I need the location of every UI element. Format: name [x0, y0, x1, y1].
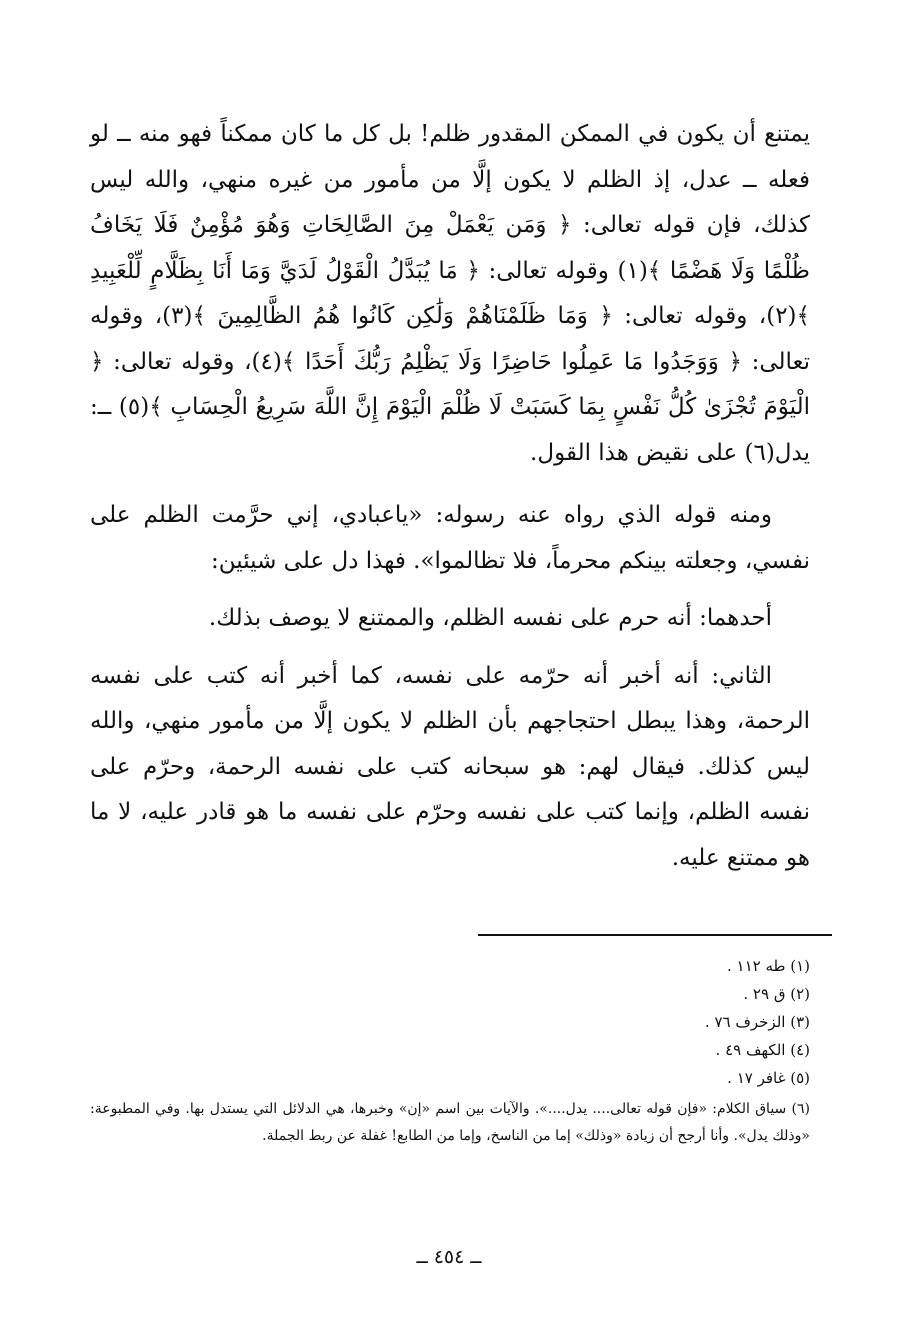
paragraph-2-text: ومنه قوله الذي رواه عنه رسوله: «ياعبادي، إني حرَّمت الظلم على نفسي، وجعلته بينكم محرماً، فلا تظالموا». فهذا دل على شيئين:: [90, 502, 810, 574]
main-text: [90, 112, 810, 881]
page-number: ــ ٤٥٤ ــ: [416, 1246, 482, 1268]
paragraph-4-text: الثاني: أنه أخبر أنه حرّمه على نفسه، كما أخبر أنه كتب على نفسه الرحمة، وهذا يبطل احتجاجهم بأن الظلم لا يكون إلَّا من مأمور منهي، والله ليس كذلك. فيقال لهم: هو سبحانه كتب على نفسه الرحمة، وحرّم على نفسه الظلم، وإنما كتب على نفسه وحرّم على نفسه ما هو قادر عليه، لا ما هو ممتنع عليه.: [90, 662, 810, 871]
paragraph-4: [90, 654, 810, 882]
footnote-4: (٤) الكهف ٤٩ .: [715, 1041, 810, 1059]
footnote-5: (٥) غافر ١٧ .: [727, 1069, 810, 1087]
footnote-2: (٢) ق ٢٩ .: [743, 985, 810, 1003]
footnote-divider: [478, 934, 832, 936]
footnotes: [90, 952, 810, 1150]
footnote-3: (٣) الزخرف ٧٦ .: [704, 1013, 810, 1031]
paragraph-3-text: أحدهما: أنه حرم على نفسه الظلم، والممتنع لا يوصف بذلك.: [208, 605, 772, 631]
paragraph-3: [90, 596, 810, 642]
paragraph-2: [90, 493, 810, 584]
footnote-1: (١) طه ١١٢ .: [726, 957, 810, 975]
paragraph-1: يمتنع أن يكون في الممكن المقدور ظلم! بل كل ما كان ممكناً فهو منه ــ لو فعله ــ عدل، إذ الظلم لا يكون إلَّا من مأمور من غيره منهي، والله ليس كذلك، فإن قوله تعالى: ﴿ وَمَن يَعْمَلْ مِنَ الصَّالِحَاتِ وَهُوَ مُؤْمِنٌ فَلَا يَخَافُ ظُلْمًا وَلَا هَضْمًا ﴾(١) وقوله تعالى: ﴿ مَا يُبَدَّلُ الْقَوْلُ لَدَيَّ وَمَا أَنَا بِظَلَّامٍ لِّلْعَبِيدِ ﴾(٢)، وقوله تعالى: ﴿ وَمَا ظَلَمْنَاهُمْ وَلَٰكِن كَانُوا هُمُ الظَّالِمِينَ ﴾(٣)، وقوله تعالى: ﴿ وَوَجَدُوا مَا عَمِلُوا حَاضِرًا وَلَا يَظْلِمُ رَبُّكَ أَحَدًا ﴾(٤)، وقوله تعالى: ﴿ الْيَوْمَ تُجْزَىٰ كُلُّ نَفْسٍ بِمَا كَسَبَتْ لَا ظُلْمَ الْيَوْمَ إِنَّ اللَّهَ سَرِيعُ الْحِسَابِ ﴾(٥) ــ: يدل(٦) على نقيض هذا القول.: [90, 121, 811, 466]
footnote-6: (٦) سياق الكلام: «فإن قوله تعالى.... يدل....». والآيات بين اسم «إن» وخبرها، هي الدلائل التي يستدل بها. وفي المطبوعة: «وذلك يدل». وأنا أرجح أن زيادة «وذلك» إما من الناسخ، وإما من الطابع! غفلة عن ربط الجملة.: [90, 1101, 810, 1144]
